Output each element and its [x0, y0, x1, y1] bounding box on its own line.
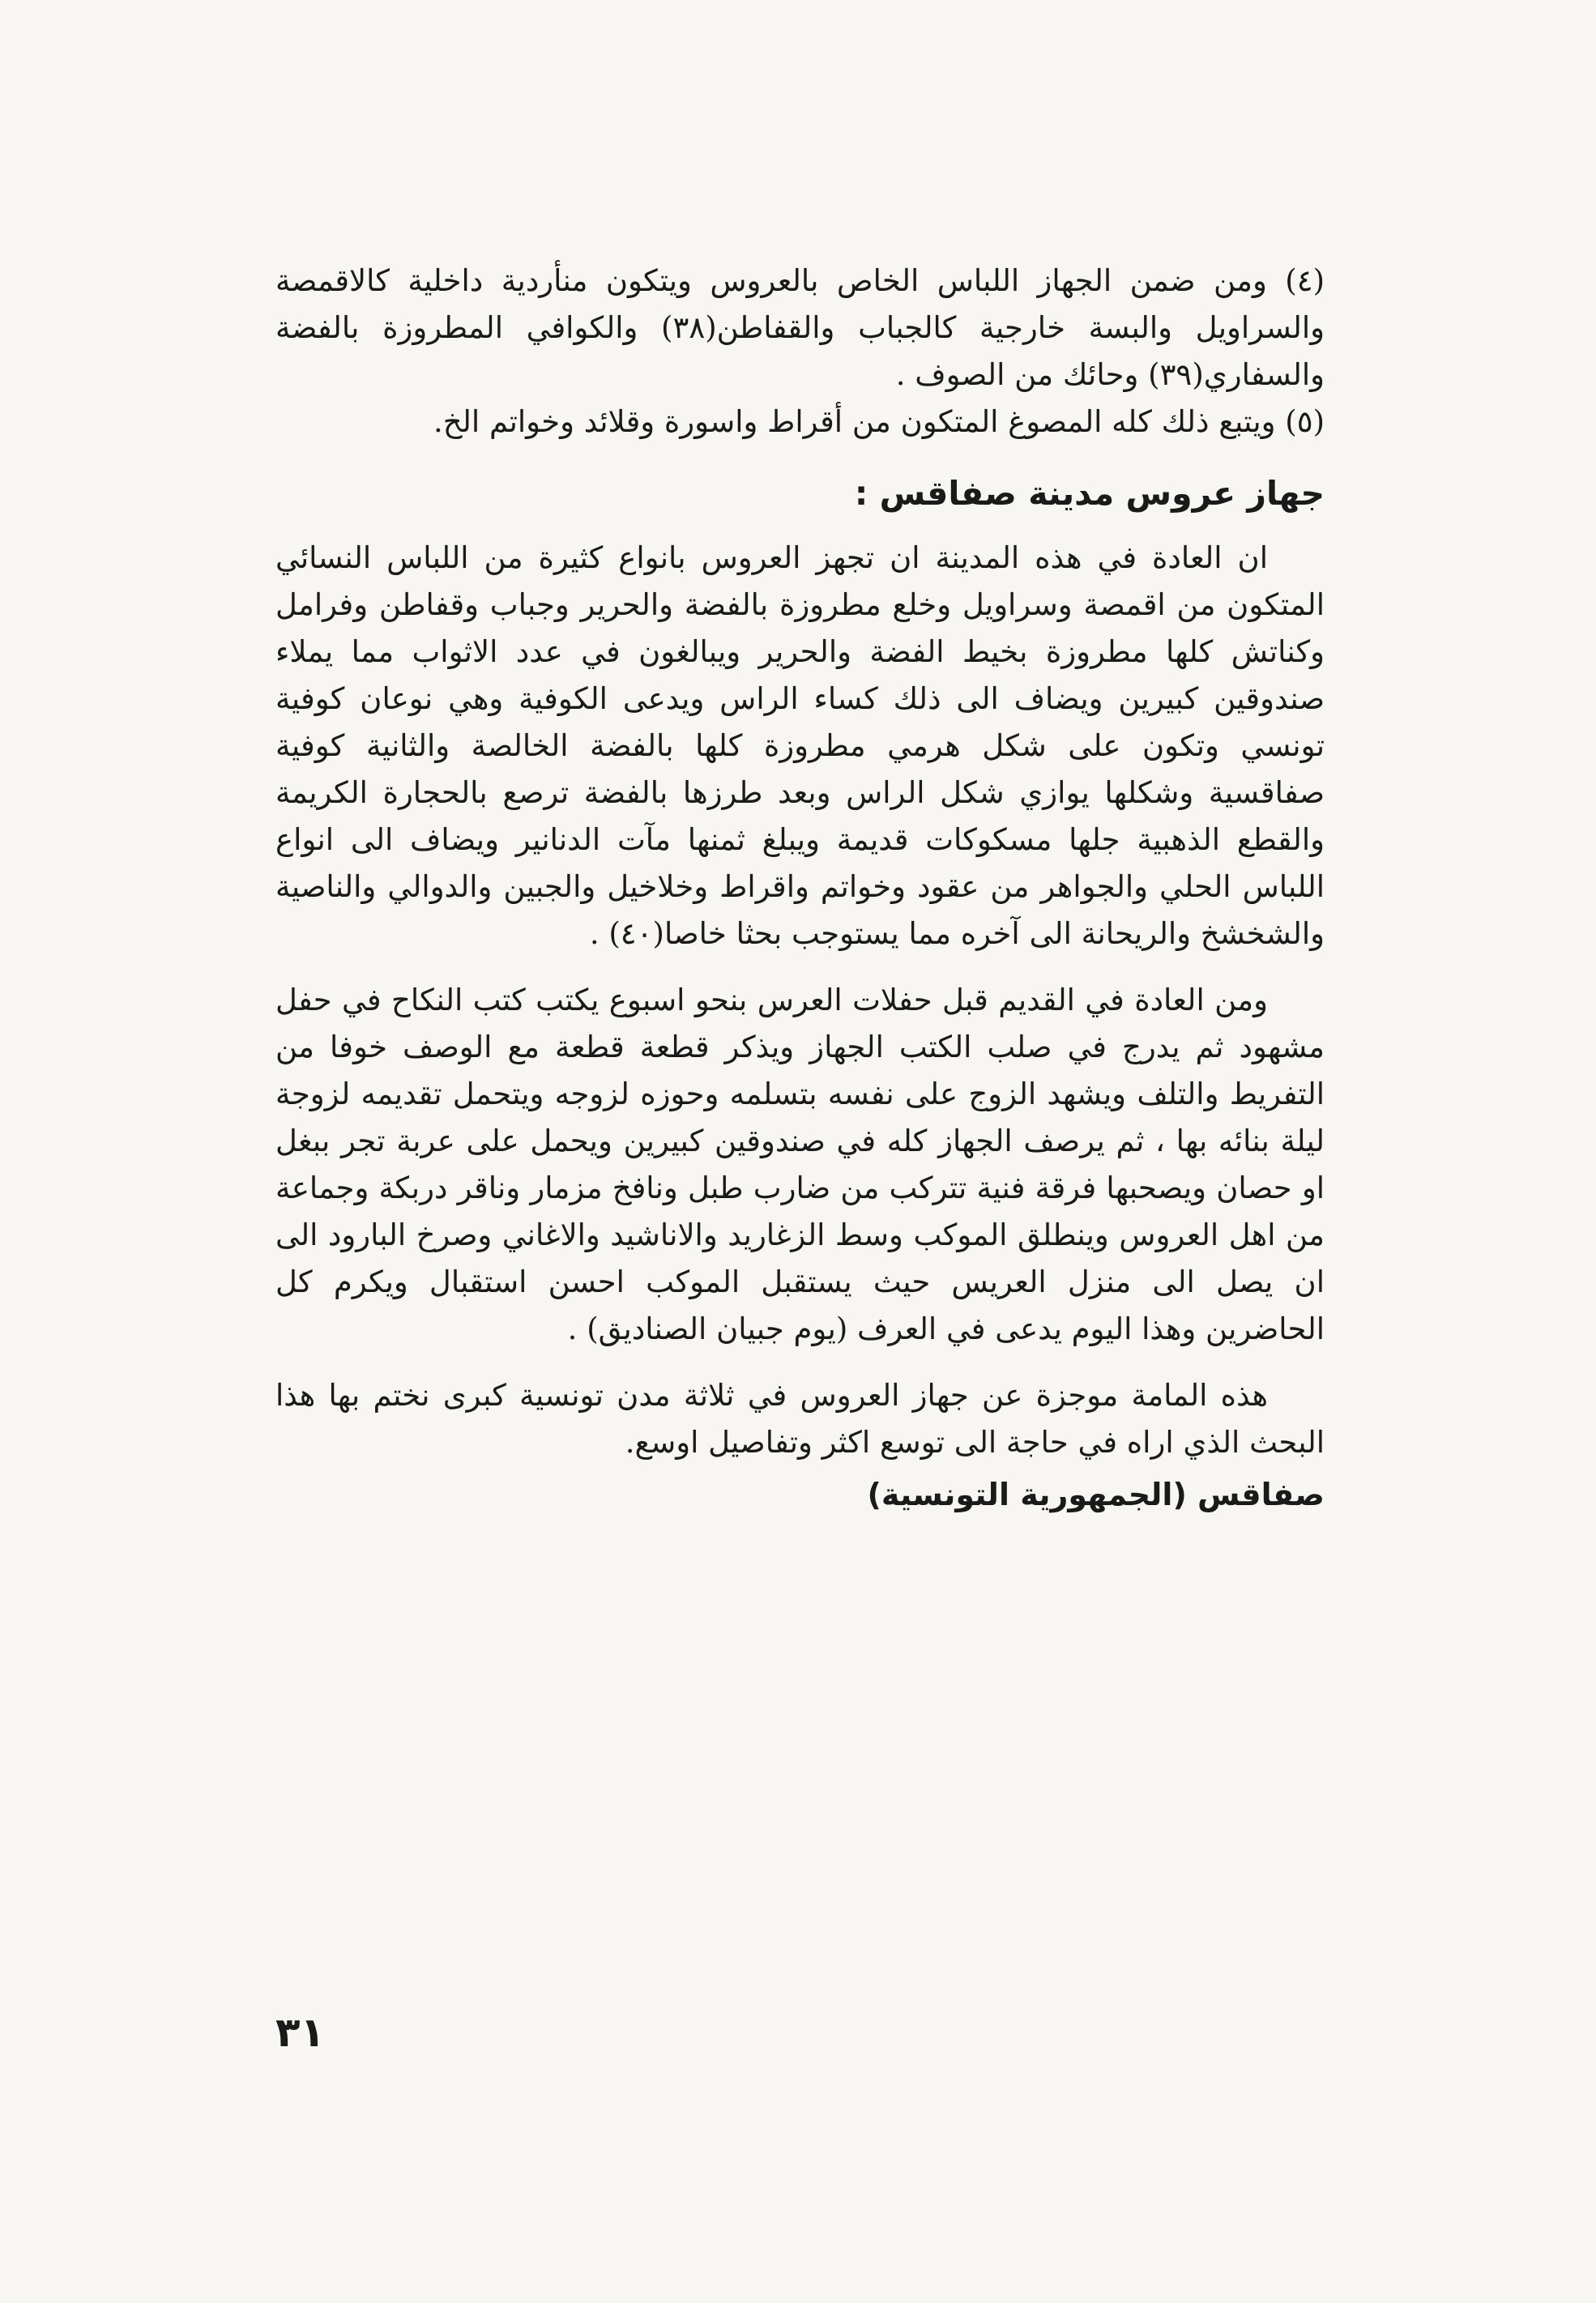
paragraph-marriage-contract: ومن العادة في القديم قبل حفلات العرس بنحو اسبوع يكتب كتب النكاح في حفل مشهود ثم يدرج في صلب الكتب الجهاز ويذكر قطعة قطعة مع الوصف خوفا من التفريط والتلف ويشهد الزوج على نفسه بتسلمه وحوزه لزوجه ويتحمل تقديمه لزوجة ليلة بنائه بها ، ثم يرصف الجهاز كله في صندوقين كبيرين ويحمل على عربة تجر ببغل او حصان ويصحبها فرقة فنية تتركب من ضارب طبل ونافخ مزمار وناقر دربكة وجماعة من اهل العروس وينطلق الموكب وسط الزغاريد والاناشيد والاغاني وصرخ البارود الى ان يصل الى منزل العريس حيث يستقبل الموكب احسن استقبال ويكرم كل الحاضرين وهذا اليوم يدعى في العرف (يوم جبيان الصناديق) . — [275, 983, 1325, 1346]
main-text — [275, 258, 1325, 1549]
paragraph-conclusion: هذه المامة موجزة عن جهاز العروس في ثلاثة مدن تونسية كبرى نختم بها هذا البحث الذي اراه في حاجة الى توسع اكثر وتفاصيل اوسع. — [275, 1378, 1325, 1460]
list-item-4: (٤) ومن ضمن الجهاز اللباس الخاص بالعروس ويتكون منأردية داخلية كالاقمصة والسراويل والبسة خارجية كالجباب والقفاطن(٣٨) والكوافي المطروزة بالفضة والسفاري(٣٩) وحائك من الصوف . — [275, 263, 1325, 392]
page-number: ٣١ — [275, 2009, 326, 2056]
place-signature: صفاقس (الجمهورية التونسية) — [867, 1477, 1325, 1512]
section-heading: جهاز عروس مدينة صفاقس : — [854, 474, 1325, 513]
list-item-5: (٥) ويتبع ذلك كله المصوغ المتكون من أقراط واسورة وقلائد وخواتم الخ. — [433, 404, 1325, 439]
paragraph-dowry-items: ان العادة في هذه المدينة ان تجهز العروس بانواع كثيرة من اللباس النسائي المتكون من اقمصة وسراويل وخلع مطروزة بالفضة والحرير وجباب وقفاطن وفرامل وكناتش كلها مطروزة بخيط الفضة والحرير ويبالغون في عدد الاثواب مما يملاء صندوقين كبيرين ويضاف الى ذلك كساء الراس ويدعى الكوفية وهي نوعان كوفية تونسي وتكون على شكل هرمي مطروزة كلها بالفضة الخالصة والثانية كوفية صفاقسية وشكلها يوازي شكل الراس وبعد طرزها بالفضة ترصع بالحجارة الكريمة والقطع الذهبية جلها مسكوكات قديمة ويبلغ ثمنها مآت الدنانير ويضاف الى انواع اللباس الحلي والجواهر من عقود وخواتم واقراط وخلاخيل والجبين والدوالي والناصية والشخشخ والريحانة الى آخره مما يستوجب بحثا خاصا(٤٠) . — [275, 540, 1325, 951]
